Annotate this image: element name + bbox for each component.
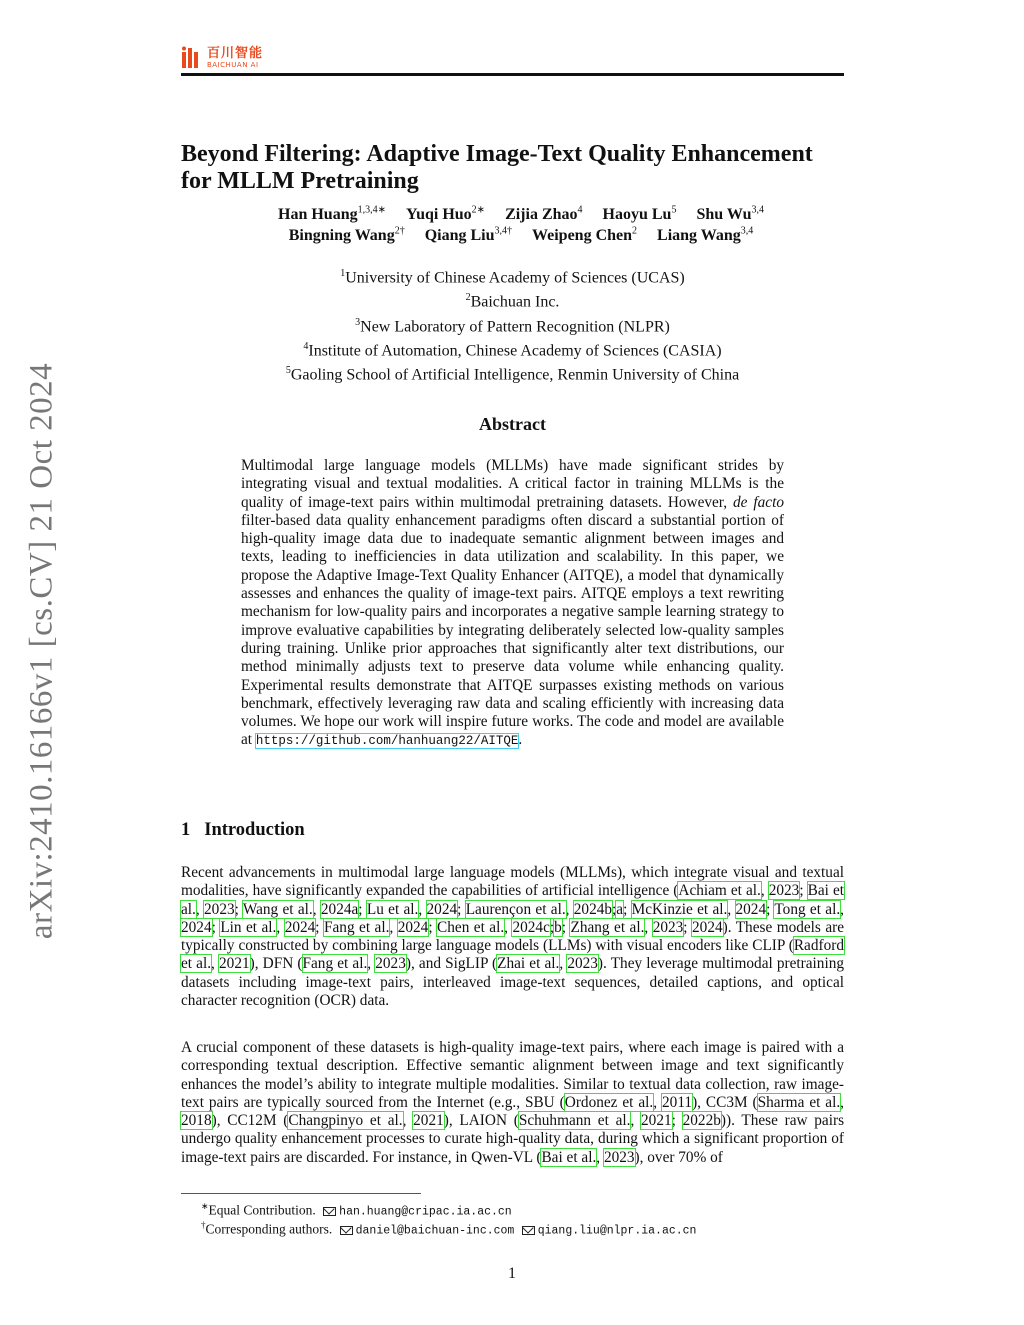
affiliation: $^3$New Laboratory of Pattern Recognition (NLPR) <box>355 316 670 335</box>
email-link[interactable]: han.huang@cripac.ia.ac.cn <box>339 1205 512 1219</box>
citation-link[interactable]: Changpinyo et al. <box>288 1112 403 1130</box>
citation-year-link[interactable]: 2023 <box>375 955 406 973</box>
citation-year-link[interactable]: 2024 <box>692 918 723 936</box>
citation-link[interactable]: Fang et al. <box>302 955 368 973</box>
affiliations <box>181 264 844 386</box>
citation-year-link[interactable]: a <box>616 900 624 918</box>
citation-link[interactable]: Chen et al. <box>437 918 505 936</box>
citation-link[interactable]: Fang et al. <box>324 918 390 936</box>
footnote-rule <box>181 1193 421 1194</box>
citation-link[interactable]: Bai et al. <box>181 882 844 918</box>
arxiv-stamp-text: arXiv:2410.16166v1 [cs.CV] 21 Oct 2024 <box>23 362 60 939</box>
title-line-1: Beyond Filtering: Adaptive Image-Text Quality Enhancement <box>181 141 813 167</box>
author: Yuqi Huo$^{2∗}$ <box>406 205 486 224</box>
footnote-corresponding: †Corresponding authors. daniel@baichuan-inc.com qiang.liu@nlpr.ia.ac.cn <box>201 1220 697 1238</box>
author: Han Huang$^{1,3,4∗}$ <box>278 205 386 224</box>
citation-year-link[interactable]: 2021 <box>219 955 250 973</box>
citation-year-link[interactable]: 2011 <box>662 1093 693 1111</box>
citation-link[interactable]: Lin et al. <box>220 918 277 936</box>
citation-year-link[interactable]: 2023 <box>567 955 598 973</box>
title-line-2: for MLLM Pretraining <box>181 168 419 194</box>
intro-paragraph-1: Recent advancements in multimodal large language models (MLLMs), which integrate visual and textual modalities, have significantly expanded the capabilities of artificial intelligence (Achiam et al., 2023; Bai et al., 2023; Wang et al., 2024a; Lu et al., 2024; Laurençon et al., 2024b;a; McKinzie et al., 2024; Tong et al., 2024; Lin et al., 2024; Fang et al., 2024; Chen et al., 2024c;b; Zhang et al., 2023; 2024). These models are typically constructed by combining large language models (LLMs) with visual encoders like CLIP (Radford et al., 2021), DFN (Fang et al., 2023), and SigLIP (Zhai et al., 2023). They leverage multimodal pretraining datasets including image-text pairs, interleaved image-text sequences, detailed captions, and optical character recognition (OCR) data. <box>181 864 845 1010</box>
citation-link[interactable]: Tong et al. <box>774 900 841 918</box>
header-rule <box>181 73 844 76</box>
envelope-icon <box>340 1226 353 1235</box>
citation-year-link[interactable]: 2024c <box>512 918 550 936</box>
section-heading: 1 Introduction <box>181 820 305 840</box>
citation-year-link[interactable]: 2024 <box>181 918 212 936</box>
citation-year-link[interactable]: 2023 <box>768 882 800 900</box>
citation-link[interactable]: Zhang et al. <box>570 918 645 936</box>
email-link[interactable]: qiang.liu@nlpr.ia.ac.cn <box>537 1224 697 1238</box>
citation-link[interactable]: Wang et al. <box>242 900 313 918</box>
abstract-heading: Abstract <box>479 414 546 434</box>
citation-link[interactable]: Ordonez et al. <box>564 1093 654 1111</box>
author: Liang Wang$^{3,4}$ <box>657 226 754 245</box>
citation-year-link[interactable]: 2024 <box>426 900 458 918</box>
email-link[interactable]: daniel@baichuan-inc.com <box>355 1224 515 1238</box>
citation-link[interactable]: Achiam et al. <box>678 882 761 900</box>
citation-year-link[interactable]: 2024a <box>320 900 359 918</box>
citation-year-link[interactable]: 2023 <box>652 918 684 936</box>
citation-year-link[interactable]: 2021 <box>413 1112 444 1130</box>
code-url-link[interactable]: https://github.com/hanhuang22/AITQE <box>255 734 519 749</box>
citation-link[interactable]: Sharma et al. <box>757 1093 841 1111</box>
author: Zijia Zhao$^4$ <box>505 205 583 224</box>
citation-link[interactable]: Radford et al. <box>181 937 844 973</box>
page-number: 1 <box>508 1265 516 1282</box>
author: Haoyu Lu$^5$ <box>602 205 677 224</box>
affiliation: $^2$Baichuan Inc. <box>465 292 560 311</box>
footnote-equal-contribution: ∗Equal Contribution. han.huang@cripac.ia.ac.cn <box>201 1201 512 1219</box>
citation-year-link[interactable]: 2024 <box>284 918 316 936</box>
citation-link[interactable]: Laurençon et al. <box>465 900 566 918</box>
citation-year-link[interactable]: 2023 <box>603 1148 635 1166</box>
citation-link[interactable]: Zhai et al. <box>497 955 560 973</box>
logo-en-text: BAICHUAN AI <box>207 61 259 69</box>
citation-year-link[interactable]: 2024 <box>735 900 767 918</box>
author: Qiang Liu$^{3,4\dagger}$ <box>424 226 513 245</box>
affiliation: $^1$University of Chinese Academy of Sciences (UCAS) <box>340 268 685 287</box>
authors-row-1 <box>181 205 861 224</box>
baichuan-logo <box>181 44 263 72</box>
citation-link[interactable]: Schuhmann et al. <box>518 1112 631 1130</box>
citation-year-link[interactable]: b <box>554 918 562 936</box>
citation-year-link[interactable]: 2022b <box>682 1112 721 1130</box>
arxiv-stamp <box>20 358 64 943</box>
author: Weipeng Chen$^2$ <box>532 226 638 245</box>
citation-year-link[interactable]: 2023 <box>204 900 235 918</box>
citation-link[interactable]: Bai et al. <box>541 1148 597 1166</box>
baichuan-logo-icon <box>181 46 201 70</box>
citation-year-link[interactable]: 2024 <box>397 918 429 936</box>
paper-title <box>181 141 861 195</box>
abstract-body: Multimodal large language models (MLLMs) have made significant strides by integrating visual and textual modalities. A critical factor in training MLLMs is the quality of image-text pairs within multimodal pretraining datasets. However, de facto filter-based data quality enhancement paradigms often discard a substantial portion of high-quality image data due to inadequate semantic alignment between images and texts, leading to inefficiencies in data utilization and scalability. In this paper, we propose the Adaptive Image-Text Quality Enhancer (AITQE), a model that dynamically assesses and enhances the quality of image-text pairs. AITQE employs a text rewriting mechanism for low-quality pairs and incorporates a negative sample learning strategy to improve evaluative capabilities by integrating deliberately selected low-quality samples during training. Unlike prior approaches that significantly alter text distributions, our method minimally adjusts text to preserve data volume while enhancing quality. Experimental results demonstrate that AITQE surpasses existing methods on various benchmark, effectively leveraging raw data and scaling efficiently with increasing data volumes. We hope our work will inspire future works. The code and model are available at https://github.com/hanhuang22/AITQE. <box>241 457 784 749</box>
author: Bingning Wang$^{2\dagger}$ <box>288 226 405 245</box>
citation-year-link[interactable]: 2024b <box>573 900 613 918</box>
citation-link[interactable]: McKinzie et al. <box>631 900 728 918</box>
intro-paragraph-2: A crucial component of these datasets is high-quality image-text pairs, where each image is paired with a corresponding textual description. Effective semantic alignment between image and text significantly enhances the model’s ability to integrate multiple modalities. Similar to textual data collection, raw image-text pairs are typically sourced from the Internet (e.g., SBU (Ordonez et al., 2011), CC3M (Sharma et al., 2018), CC12M (Changpinyo et al., 2021), LAION (Schuhmann et al., 2021; 2022b)). These raw pairs undergo quality enhancement processes to curate high-quality data, during which a significant proportion of image-text pairs are discarded. For instance, in Qwen-VL (Bai et al., 2023), over 70% of <box>181 1039 845 1166</box>
logo-cn-text: 百川智能 <box>207 46 264 61</box>
affiliation: $^4$Institute of Automation, Chinese Academy of Sciences (CASIA) <box>303 340 722 360</box>
envelope-icon <box>522 1226 535 1235</box>
affiliation: $^5$Gaoling School of Artificial Intelligence, Renmin University of China <box>285 365 740 384</box>
authors-row-2 <box>181 226 861 245</box>
author: Shu Wu$^{3,4}$ <box>696 205 764 224</box>
citation-year-link[interactable]: 2018 <box>181 1112 212 1130</box>
envelope-icon <box>323 1207 336 1216</box>
citation-year-link[interactable]: 2021 <box>641 1112 672 1130</box>
citation-link[interactable]: Lu et al. <box>366 900 419 918</box>
